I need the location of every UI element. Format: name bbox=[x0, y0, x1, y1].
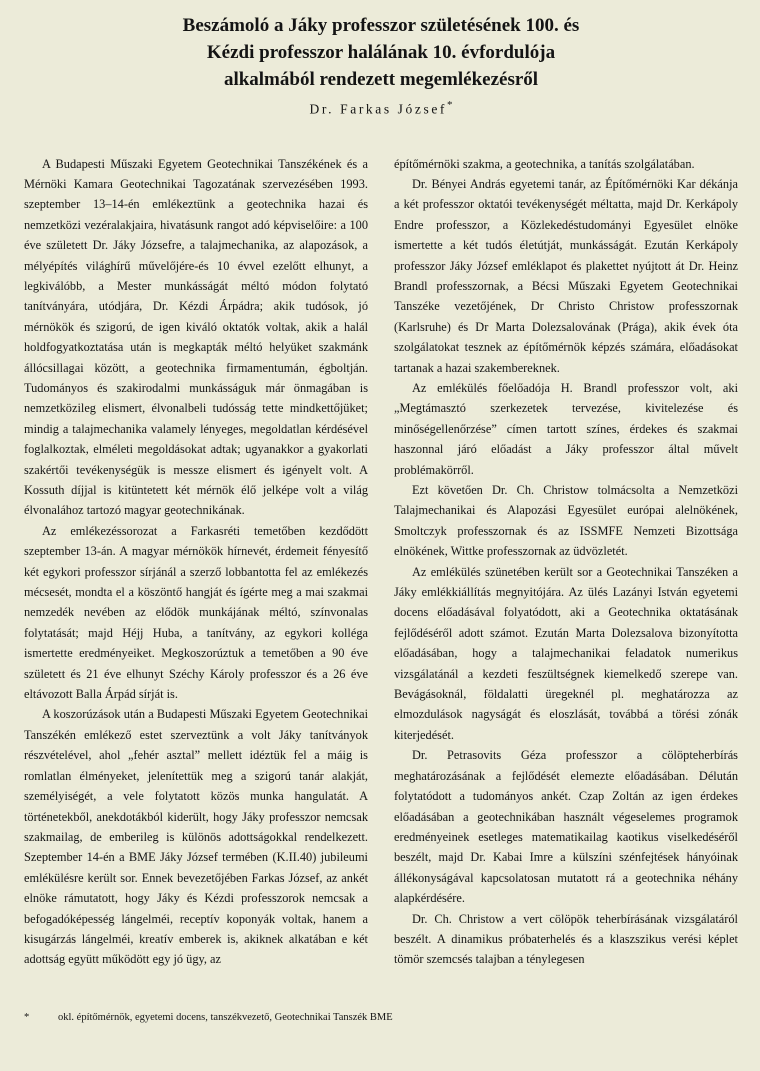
body-columns bbox=[24, 154, 738, 970]
right-paragraph-1: építőmérnöki szakma, a geotechnika, a tanítás szolgálatában. bbox=[394, 156, 695, 171]
left-paragraph-3: A koszorúzások után a Budapesti Műszaki Egyetem Geotechnikai Tanszékén emlékező estet szerveztünk a volt Jáky tanítványok részvételével, ahol „fehér asztal” mellett idéztük fel a máig is romlatlan élményeket, jelenítettük meg a szigorú tanár alakját, személyiségét, a vele folytatott közös munka hangulatát. A történetekből, anekdotákból kiderült, hogy Jáky professzor nemcsak szakmailag, de emberileg is különös adottságokkal rendelkezett. Szeptember 14-én a BME Jáky József termében (K.II.40) jubileumi emlékülésre került sor. Ennek bevezetőjében Farkas József, az ankét elnöke rámutatott, hogy Jáky és Kézdi professzorok nemcsak a befogadóképesség lángelméi, receptív koponyák voltak, hanem a kisugárzás lángelméi, kreatív emberek is, akiknek alkatában e két adottság együtt működött egy jó ügy, az bbox=[24, 707, 368, 967]
title-line-3: alkalmából rendezett megemlékezésről bbox=[223, 69, 539, 90]
title-line-2: Kézdi professzor halálának 10. évfordulója bbox=[206, 42, 556, 63]
left-column bbox=[24, 154, 368, 970]
author-name: Dr. Farkas József bbox=[309, 101, 448, 117]
author-footnote-mark: * bbox=[447, 99, 453, 111]
footnote-mark: * bbox=[24, 1012, 30, 1023]
right-paragraph-7: Dr. Ch. Christow a vert cölöpök teherbírásának vizsgálatáról beszélt. A dinamikus próbaterhelés és a klaszszikus verési képlet tömör szemcsés talajban a ténylegesen bbox=[394, 911, 738, 967]
right-paragraph-5: Az emlékülés szünetében került sor a Geotechnikai Tanszéken a Jáky emlékkiállítás megnyitójára. Az ülés Lazányi István egyetemi docens előadásával folyatódott, aki a Geotechnika oktatásának fejlődéséről adott számot. Ezután Marta Dolezsalova bizonyította előadásában, hogy a talajmechanikai feladatok numerikus vizsgálatánál a kezdeti feszültségnek kiemelkedő szerepe van. Bevágásoknál, földalatti üregeknél pl. meghatározza az elmozdulások nagyságát és eloszlását, továbbá a törési zónák kiterjedését. bbox=[394, 564, 738, 742]
left-paragraph-1: A Budapesti Műszaki Egyetem Geotechnikai Tanszékének és a Mérnöki Kamara Geotechnikai Tagozatának szervezésében 1993. szeptember 13–14-én emlékeztünk a geotechnika hazai és nemzetközi vezéralakjaira, hivatásunk rangot adó képviselőire: a 100 éve született Dr. Jáky Józsefre, a talajmechanika, az alapozások, a mélyépítés világhírű művelőjére-és 10 évvel ezelőtt elhunyt, a legkiválóbb, a Mester munkásságát méltó módon folytató tanítványára, utódjára, Dr. Kézdi Árpádra; akik tudósok, jó mérnökök és szigorú, de igen kiváló oktatók voltak, akik a halál holdfogyatkoztatása után is megkapták méltó helyüket szakmánk állócsillagai között, a geotechnika firmamentumán, égboltján. Tudományos és szakirodalmi munkásságuk már önmagában is nemzetközileg elismert, élvonalbeli tudósság tette mindkettőjüket; mindig a talajmechanika valamely lényeges, megoldatlan kérdésével foglalkoztak, elméleti megoldásokat adtak; ugyanakkor a gyakorlati szakértői tevékenységük is messze elismert és igényelt volt. A Kossuth díjjal is kitüntetett két mérnök élő jelképe volt a világ élvonalához tartozó magyar geotechnikának. bbox=[24, 156, 368, 518]
right-paragraph-6: Dr. Petrasovits Géza professzor a cölöpteherbírás meghatározásának a fejlődését elemezte előadásában. Délután folytatódott a tudományos ankét. Czap Zoltán az igen érdekes előadásában a geotechnikában használt végeselemes programok eredményeinek esetleges matematikailag kaotikus viselkedéséről beszélt, majd Dr. Kabai Imre a külszíni szénfejtések hányóinak állékonyságával kapcsolatosan mutatott rá a geotechnika néhány alapkérdésére. bbox=[394, 748, 738, 906]
left-paragraph-2: Az emlékezéssorozat a Farkasréti temetőben kezdődött szeptember 13-án. A magyar mérnökök hírnevét, érdemeit fényesítő két egykori professzor sírjánál a szerző lobbantotta fel az emlékezés mécsesét, mondta el a köszöntő hangját és ígérte meg a mai szakmai nemzedék nevében az elődök munkájának méltó, színvonalas folytatását; majd Héjj Huba, a tanítvány, az egykori kolléga ismertette eredményeiket. Megkoszorúztuk a temetőben a 90 éve született és 21 éve elhunyt Széchy Károly professzor és a 26 éve eltávozott Balla Árpád sírját is. bbox=[24, 523, 368, 702]
right-paragraph-4: Ezt követően Dr. Ch. Christow tolmácsolta a Nemzetközi Talajmechanikai és Alapozási Egyesület európai alelnökének, Smoltczyk professzornak és az ISSMFE Nemzeti Bizottsága elnökének, Wittke professzornak az üdvözletét. bbox=[394, 483, 738, 559]
title-line-1: Beszámoló a Jáky professzor születésének 100. és bbox=[182, 15, 580, 36]
right-paragraph-3: Az emlékülés főelőadója H. Brandl professzor volt, aki „Megtámasztó szerkezetek tervezése, kivitelezése és minőségellenőrzése” címen tartott színes, érdekes és szakmai haszonnal járó előadást a Jáky professzor által művelt problémakörről. bbox=[394, 380, 738, 477]
footnote-text: okl. építőmérnök, egyetemi docens, tanszékvezető, Geotechnikai Tanszék BME bbox=[58, 1012, 393, 1023]
footnote bbox=[24, 1012, 393, 1023]
right-column bbox=[394, 154, 738, 970]
right-paragraph-2: Dr. Bényei András egyetemi tanár, az Építőmérnöki Kar dékánja a két professzor oktatói tevékenységét méltatta, majd Dr. Kerkápoly Endre professzor, a Közlekedéstudományi Egyesület elnöke ismertette a két tudós életútját, munkásságát. Ezután Kerkápoly professzor Jáky József emléklapot és plakettet nyújtott át Dr. Heinz Brandl professzornak, a Bécsi Műszaki Egyetem Geotechnikai Tanszéke vezetőjének, Dr Christo Christow professzornak (Karlsruhe) és Dr Marta Dolezsalovának (Prága), akik évek óta szolgálatokat tesznek az építőmérnök képzés számára, előadásokat tartanak a hazai szakembereknek. bbox=[394, 176, 738, 375]
author-line bbox=[24, 99, 738, 118]
article-title bbox=[24, 12, 738, 93]
